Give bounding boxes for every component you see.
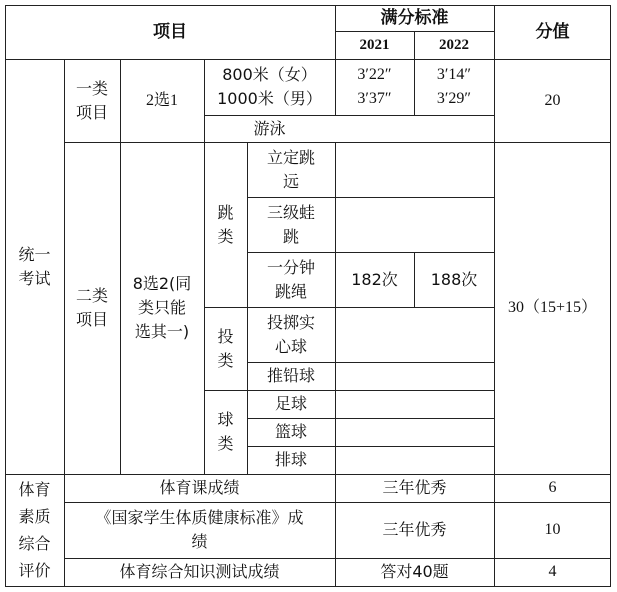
national-standard-grade: 《国家学生体质健康标准》成 绩: [95, 508, 304, 551]
cat1-choose: 2选1: [145, 91, 178, 109]
event-medicine-ball: 投掷实 心球: [266, 312, 315, 356]
cat1-run-2022: 3′14″ 3′29″: [436, 66, 472, 107]
ball-group-label: 球 类: [217, 410, 234, 453]
pe-course-grade: 体育课成绩: [159, 478, 240, 497]
pe-course-score: 6: [548, 479, 557, 496]
header-standard: 满分标准: [380, 8, 449, 28]
knowledge-test-requirement: 答对40题: [380, 562, 449, 581]
cat2-label: 二类 项目: [75, 286, 108, 329]
header-score: 分值: [535, 22, 570, 42]
jump-group-label: 跳 类: [217, 202, 234, 246]
rope-2022: 188次: [430, 269, 478, 289]
national-standard-requirement: 三年优秀: [382, 520, 447, 539]
header-item: 项目: [153, 22, 187, 42]
knowledge-test-grade: 体育综合知识测试成绩: [119, 562, 280, 581]
header-year-2021: 2021: [359, 37, 390, 53]
cat2-score: 30（15+15）: [507, 299, 598, 316]
pe-course-standard: 三年优秀: [382, 478, 447, 497]
cat1-swim: 游泳: [253, 118, 286, 138]
rope-2021: 182次: [351, 269, 398, 289]
cat1-run-events: 800米（女） 1000米（男）: [217, 65, 322, 108]
event-shot-put: 推铅球: [266, 366, 315, 385]
header-year-2022: 2022: [439, 37, 469, 53]
cat1-run-2021: 3′22″ 3′37″: [357, 66, 392, 107]
throw-group-label: 投 类: [217, 326, 234, 370]
cat2-choose: 8选2(同 类只能 选其一): [132, 274, 192, 341]
pe-evaluation-label: 体育 素质 综合 评价: [18, 480, 51, 580]
cat1-label: 一类 项目: [75, 78, 108, 122]
event-triple-frog-jump: 三级蛙 跳: [266, 202, 315, 246]
event-football: 足球: [274, 394, 307, 413]
national-standard-score: 10: [544, 521, 561, 538]
knowledge-test-score: 4: [548, 563, 557, 580]
event-rope-skipping: 一分钟 跳绳: [266, 257, 315, 301]
unified-exam-label: 统一 考试: [18, 244, 51, 288]
cat1-score: 20: [544, 91, 561, 109]
event-standing-long-jump: 立定跳 远: [266, 147, 315, 191]
event-basketball: 篮球: [274, 422, 307, 441]
event-volleyball: 排球: [274, 450, 307, 469]
